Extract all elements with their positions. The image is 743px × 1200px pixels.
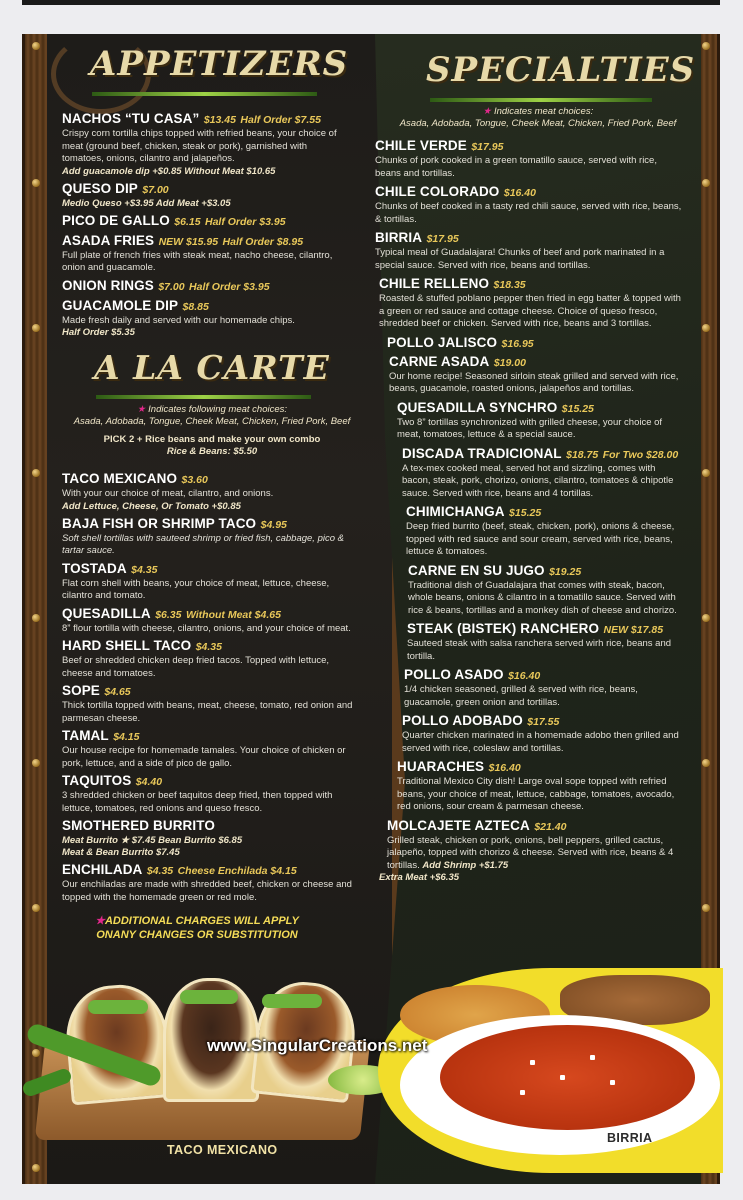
star-icon: ★ (136, 404, 146, 415)
specialties-underline (430, 98, 652, 102)
taco-mexicano-label: TACO MEXICANO (167, 1143, 278, 1157)
item-name: POLLO ADOBADO (402, 713, 523, 728)
item-description: Beef or shredded chicken deep fried tacos. Topped with lettuce, cheese and tomatoes. (62, 655, 330, 679)
menu-item (387, 334, 685, 352)
menu-item (62, 180, 350, 210)
menu-item (387, 817, 685, 873)
item-description: Our house recipe for homemade tamales. Your choice of chicken or pork, lettuce, and a side of pico de gallo. (62, 745, 346, 769)
a-la-carte-list (62, 470, 362, 942)
item-price: $16.95 (501, 337, 534, 350)
lettuce-garnish (262, 994, 322, 1008)
item-name: TACO MEXICANO (62, 471, 178, 486)
item-name: CARNE ASADA (389, 353, 490, 369)
item-price: $17.95 (426, 233, 459, 245)
charges-line-2: ONANY CHANGES OR SUBSTITUTION (96, 929, 298, 941)
item-name: CHILE COLORADO (375, 184, 500, 199)
item-price: $18.35 (493, 279, 526, 291)
menu-item (375, 183, 685, 226)
item-description: Made fresh daily and served with our homemade chips. (62, 314, 295, 326)
item-extra-price: Half Order $3.95 (189, 280, 270, 293)
item-extra-price: Half Order $7.55 (240, 114, 321, 126)
extra-meat-note: Extra Meat +$6.35 (379, 872, 460, 883)
item-name: ONION RINGS (62, 277, 154, 293)
item-price: $4.15 (113, 731, 140, 743)
item-price: $19.00 (493, 356, 526, 369)
item-extra-price: Cheese Enchilada $4.15 (177, 865, 297, 877)
item-name: ASADA FRIES (62, 232, 155, 248)
menu-item (62, 560, 362, 603)
item-price: $16.40 (503, 187, 536, 199)
item-description: Chunks of pork cooked in a green tomatillo sauce, served with rice, beans and tortillas. (375, 155, 657, 179)
item-price: $17.55 (527, 716, 560, 728)
item-name: POLLO ASADO (404, 667, 504, 682)
menu-item (408, 562, 685, 618)
item-name: QUESADILLA SYNCHRO (397, 399, 558, 415)
item-name: DISCADA TRADICIONAL (402, 445, 562, 461)
a-la-carte-underline (96, 395, 311, 399)
menu-item (397, 399, 685, 442)
item-price: $8.85 (182, 300, 209, 313)
item-name: QUESADILLA (62, 605, 151, 621)
item-price: $19.25 (549, 565, 582, 578)
menu-item (407, 620, 685, 663)
top-strip (22, 0, 720, 5)
item-price: NEW $17.85 (603, 624, 664, 636)
item-name: HUARACHES (397, 759, 485, 774)
menu-item (389, 353, 685, 396)
item-description: Deep fried burrito (beef, steak, chicken, pork), onions & cheese, topped with red sauce and sour cream, served with rice, beans, lettuce & tomatoes. (406, 521, 675, 557)
combo-line: PICK 2 + Rice beans and make your own combo (103, 434, 321, 445)
menu-item (375, 229, 685, 272)
a-la-carte-intro (62, 404, 362, 458)
appetizers-heading: APPETIZERS (90, 44, 349, 84)
item-name: TAQUITOS (62, 773, 132, 788)
star-icon: ★ (482, 106, 492, 117)
item-price: NEW $15.95 (158, 235, 219, 248)
meat-note: Indicates meat choices: (493, 106, 594, 117)
item-description: Soft shell tortillas with sauteed shrimp or fried fish, cabbage, pico & tartar sauce. (62, 532, 344, 556)
item-description: Quarter chicken marinated in a homemade adobo then grilled and served with rice, coleslaw and tortillas. (402, 730, 679, 754)
item-price: $13.45 (203, 114, 236, 126)
item-note: Half Order $5.35 (62, 327, 135, 338)
menu-item (62, 727, 362, 770)
meat-note: Indicates following meat choices: (148, 404, 288, 415)
menu-item (406, 503, 685, 559)
item-name: NACHOS “TU CASA” (62, 111, 200, 126)
item-price: $16.40 (508, 670, 541, 682)
menu-item (62, 817, 362, 859)
item-description: Our enchiladas are made with shredded beef, chicken or cheese and topped with the homemade green or red mole. (62, 879, 352, 903)
item-price: $17.95 (471, 141, 504, 153)
menu-item (62, 605, 362, 636)
item-name: MOLCAJETE AZTECA (387, 817, 530, 833)
item-note: Add Shrimp +$1.75 (422, 859, 509, 871)
item-name: HARD SHELL TACO (62, 638, 192, 653)
additional-charges-notice (62, 914, 332, 942)
item-description: Two 8” tortillas synchronized with grilled cheese, your choice of meat, tomatoes, lettuce & a special sauce. (397, 416, 663, 440)
birria-label: BIRRIA (607, 1131, 653, 1145)
item-description: Our home recipe! Seasoned sirloin steak grilled and served with rice, beans, guacamole, roasted onions, jalapeños and tortillas. (389, 370, 679, 394)
item-price: $6.35 (155, 608, 182, 621)
item-name: CARNE EN SU JUGO (408, 562, 545, 578)
item-price: $3.60 (181, 474, 208, 486)
birria-image (440, 1025, 695, 1130)
item-name: PICO DE GALLO (62, 212, 170, 228)
item-price: $4.95 (260, 518, 287, 531)
item-name: TOSTADA (62, 560, 127, 576)
item-name: CHIMICHANGA (406, 504, 505, 519)
website-url: www.SingularCreations.net (207, 1036, 428, 1055)
item-description: Flat corn shell with beans, your choice of meat, lettuce, cheese, cilantro and tomato. (62, 577, 330, 601)
item-note: Medio Queso +$3.95 Add Meat +$3.05 (62, 197, 231, 209)
item-description: Traditional dish of Guadalajara that comes with steak, bacon, whole beans, onions & cilantro in a tomatillo sauce. Served with rice & beans, tortillas and a monkey dish of cheese and chorizo. (408, 579, 677, 616)
menu-item (62, 470, 362, 513)
item-description: Crispy corn tortilla chips topped with refried beans, your choice of meat (ground beef, chicken, steak or pork), garnished with tomatoes, onions, cilantro and jalapeños. (62, 128, 337, 164)
item-note: Add guacamole dip +$0.85 Without Meat $10.65 (62, 165, 276, 177)
item-extra-price: Half Order $3.95 (205, 215, 286, 228)
rice-beans-price: Rice & Beans: $5.50 (166, 446, 258, 457)
item-description: Thick tortilla topped with beans, meat, cheese, tomato, red onion and parmesan cheese. (62, 700, 353, 724)
item-price: $7.00 (158, 280, 185, 293)
menu-item (62, 515, 362, 558)
item-description: Grilled steak, chicken or pork, onions, bell peppers, grilled cactus, jalapeño, topped with chorizo & cheese. Served with rice, beans & 4 tortillas. (387, 834, 674, 871)
specialties-list (375, 137, 685, 884)
item-name: QUESO DIP (62, 180, 138, 196)
item-extra-price: Half Order $8.95 (222, 235, 304, 248)
star-icon: ★ (95, 915, 105, 927)
item-name: CHILE RELLENO (379, 276, 490, 291)
item-note: Add Lettuce, Cheese, Or Tomato +$0.85 (62, 500, 241, 512)
appetizers-list (62, 110, 350, 339)
item-name: SMOTHERED BURRITO (62, 818, 215, 833)
item-price: $4.35 (195, 641, 222, 653)
item-description: With your our choice of meat, cilantro, and onions. (62, 488, 274, 499)
item-price: $15.25 (561, 402, 594, 415)
item-price: $16.40 (488, 762, 521, 774)
menu-item (397, 758, 685, 814)
item-name: CHILE VERDE (375, 138, 467, 153)
item-extra-price: For Two $28.00 (602, 448, 679, 461)
appetizers-underline (92, 92, 317, 96)
menu-item (62, 232, 350, 275)
item-price: $4.35 (131, 563, 158, 576)
item-name: ENCHILADA (62, 862, 143, 877)
item-description: 3 shredded chicken or beef taquitos deep fried, then topped with lettuce, tomatoes, red onions and queso fresco. (62, 790, 333, 814)
lettuce-garnish (180, 990, 238, 1004)
item-description: Roasted & stuffed poblano pepper then fried in egg batter & topped with a green or red sauce and cottage cheese. Choice of queso fresco, shredded beef or chicken. Served with rice, beans and 3 tortillas. (379, 293, 681, 329)
item-name: STEAK (BISTEK) RANCHERO (407, 621, 600, 636)
specialties-heading: SPECIALTIES (426, 50, 696, 90)
item-description: Full plate of french fries with steak meat, nacho cheese, cilantro, onion and guacamole. (62, 249, 333, 273)
item-name: GUACAMOLE DIP (62, 297, 179, 313)
meat-choices: Asada, Adobada, Tongue, Cheek Meat, Chicken, Fried Pork, Beef (399, 118, 677, 129)
item-note: Meat Burrito ★ $7.45 Bean Burrito $6.85 (62, 835, 243, 846)
a-la-carte-heading: A LA CARTE (94, 348, 330, 387)
menu-item (62, 212, 350, 230)
item-note: Meat & Bean Burrito $7.45 (62, 847, 180, 858)
item-name: SOPE (62, 683, 100, 698)
item-name: POLLO JALISCO (387, 334, 498, 350)
item-name: BAJA FISH OR SHRIMP TACO (62, 515, 257, 531)
item-price: $6.15 (174, 215, 201, 228)
menu-item (375, 137, 685, 180)
item-price: $21.40 (534, 820, 567, 833)
menu-item (62, 637, 362, 680)
item-price: $18.75 (566, 448, 599, 461)
menu-item (62, 772, 362, 815)
item-description: Sauteed steak with salsa ranchera served wirh rice, beans and tortilla. (407, 638, 672, 662)
menu-item (379, 275, 685, 331)
menu-item (402, 712, 685, 755)
item-description: Traditional Mexico City dish! Large oval sope topped with refried beans, your choice of meat, lettuce, cabbage, tomatoes, avocado, red onions, sour cream & parmesan cheese. (397, 776, 675, 812)
item-description: 8” flour tortilla with cheese, cilantro, onions, and your choice of meat. (62, 622, 351, 634)
item-description: 1/4 chicken seasoned, grilled & served with rice, beans, guacamole, green onion and tortillas. (404, 684, 638, 708)
meat-choices: Asada, Adobada, Tongue, Cheek Meat, Chicken, Fried Pork, Beef (73, 416, 351, 427)
left-wood-border (25, 34, 47, 1184)
item-price: $7.00 (142, 183, 169, 196)
item-price: $4.40 (135, 776, 163, 788)
lettuce-garnish (88, 1000, 148, 1014)
item-extra-price: Without Meat $4.65 (185, 608, 281, 621)
item-name: TAMAL (62, 728, 109, 743)
menu-item (62, 110, 350, 178)
item-price: $15.25 (509, 507, 542, 519)
item-description: Typical meal of Guadalajara! Chunks of beef and pork marinated in a special sauce. Served with rice, beans and tortillas. (375, 247, 665, 271)
item-name: BIRRIA (375, 230, 423, 245)
item-description: A tex-mex cooked meal, served hot and sizzling, comes with bacon, steak, pork, chorizo, onions, cilantro, tomatoes & chipotle sauce. Served with rice, beans and 4 tortillas. (402, 462, 674, 499)
item-price: $4.65 (104, 686, 131, 698)
specialties-intro (378, 106, 698, 130)
menu-item (62, 861, 362, 904)
item-price: $4.35 (146, 865, 174, 877)
menu-item (62, 277, 350, 295)
menu-item (402, 445, 685, 501)
item-description: Chunks of beef cooked in a tasty red chili sauce, served with rice, beans, & tortillas. (375, 201, 682, 225)
menu-item (62, 297, 350, 340)
menu-item (62, 682, 362, 725)
menu-item (404, 666, 685, 709)
charges-line-1: ADDITIONAL CHARGES WILL APPLY (104, 915, 299, 927)
